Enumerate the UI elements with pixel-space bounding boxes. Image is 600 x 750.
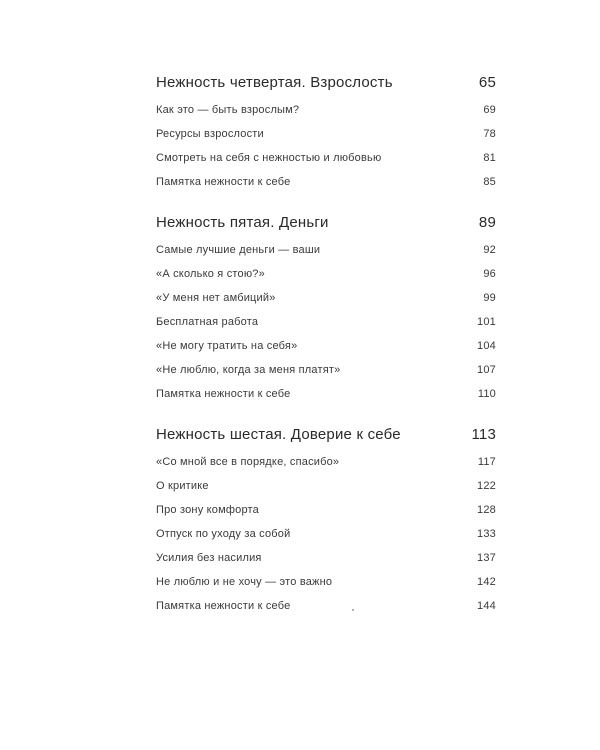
toc-section-adulthood [156,70,496,194]
section-heading[interactable] [156,422,496,448]
toc-entry[interactable] [156,594,496,618]
table-of-contents [156,70,496,618]
entry-title: Смотреть на себя с нежностью и любовью [156,152,382,164]
toc-entry[interactable] [156,382,496,406]
entry-title: Ресурсы взрослости [156,128,264,140]
entry-title: «Со мной все в порядке, спасибо» [156,456,340,468]
entry-page-number: 78 [483,128,496,140]
toc-entry[interactable] [156,498,496,522]
entry-title: Про зону комфорта [156,504,259,516]
section-title: Нежность пятая. Деньги [156,214,329,231]
section-title: Нежность шестая. Доверие к себе [156,426,401,443]
entry-page-number: 92 [483,244,496,256]
toc-entry[interactable] [156,522,496,546]
section-heading[interactable] [156,210,496,236]
entry-page-number: 96 [483,268,496,280]
toc-section-money [156,210,496,406]
toc-entry[interactable] [156,170,496,194]
entry-page-number: 133 [477,528,496,540]
print-speck [352,609,354,611]
toc-entry[interactable] [156,358,496,382]
toc-entry[interactable] [156,474,496,498]
entry-page-number: 81 [483,152,496,164]
entry-title: Бесплатная работа [156,316,259,328]
section-page-number: 89 [478,214,496,231]
entry-page-number: 99 [483,292,496,304]
toc-entry[interactable] [156,570,496,594]
toc-entry[interactable] [156,334,496,358]
toc-entry[interactable] [156,310,496,334]
entry-page-number: 104 [477,340,496,352]
section-page-number: 113 [471,426,496,443]
toc-section-self-trust [156,422,496,618]
entry-page-number: 69 [483,104,496,116]
toc-entry[interactable] [156,286,496,310]
entry-title: «А сколько я стою?» [156,268,265,280]
entry-page-number: 110 [477,388,496,400]
entry-page-number: 142 [477,576,496,588]
entry-title: «Не могу тратить на себя» [156,340,298,352]
entry-title: «Не люблю, когда за меня платят» [156,364,341,376]
section-heading[interactable] [156,70,496,96]
entry-title: Не люблю и не хочу — это важно [156,576,333,588]
toc-entry[interactable] [156,238,496,262]
entry-title: Отпуск по уходу за собой [156,528,291,540]
toc-entry[interactable] [156,450,496,474]
entry-title: Самые лучшие деньги — ваши [156,244,321,256]
entry-page-number: 128 [477,504,496,516]
toc-entry[interactable] [156,98,496,122]
section-page-number: 65 [478,74,496,91]
entry-title: Памятка нежности к себе [156,176,291,188]
toc-entry[interactable] [156,146,496,170]
entry-title: О критике [156,480,209,492]
entry-title: Усилия без насилия [156,552,262,564]
entry-page-number: 85 [483,176,496,188]
entry-title: Памятка нежности к себе [156,600,291,612]
toc-entry[interactable] [156,262,496,286]
entry-page-number: 144 [477,600,496,612]
entry-page-number: 137 [477,552,496,564]
section-title: Нежность четвертая. Взрослость [156,74,393,91]
entry-page-number: 101 [477,316,496,328]
entry-page-number: 117 [477,456,496,468]
entry-page-number: 122 [477,480,496,492]
toc-entry[interactable] [156,122,496,146]
entry-title: Как это — быть взрослым? [156,104,300,116]
entry-title: «У меня нет амбиций» [156,292,276,304]
entry-page-number: 107 [477,364,496,376]
toc-entry[interactable] [156,546,496,570]
entry-title: Памятка нежности к себе [156,388,291,400]
